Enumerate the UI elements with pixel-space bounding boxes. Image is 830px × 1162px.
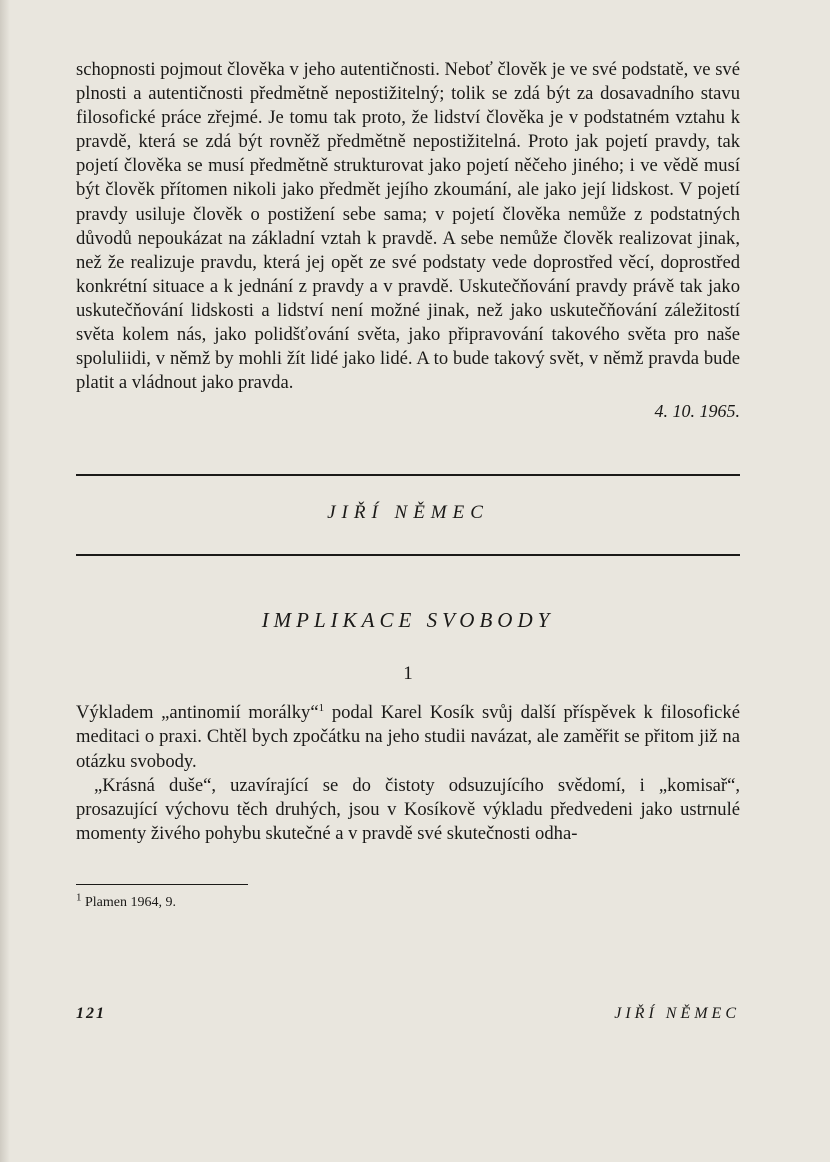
section-number: 1 [403,663,413,685]
footnote-text: Plamen 1964, 9. [85,894,176,910]
bottom-rule [76,554,740,556]
page-edge-shadow [0,0,10,1162]
author-heading: JIŘÍ NĚMEC [327,502,489,524]
footnote-rule [76,884,248,885]
essay-date: 4. 10. 1965. [654,401,740,422]
footnote [76,891,740,911]
book-page [76,58,740,911]
footnote-reference: 1 [318,702,325,715]
running-head: JIŘÍ NĚMEC [614,1005,740,1022]
paragraph-1-start: Výkladem „antinomií morálky“ [76,702,319,724]
essay-paragraph-1 [76,701,740,773]
footnote-marker: 1 [76,891,82,904]
page-footer [76,1005,740,1029]
essay-paragraph-2: „Krásná duše“, uzavírající se do čistoty odsuzujícího svědomí, i „komisař“, prosazující výchovu těch druhých, jsou v Kosíkově výkladu předvedeni jako ustrnulé momenty živého pohybu skutečné a v pravdě své skutečnosti odha- [76,774,740,844]
paragraph-1-rest: podal Karel Kosík svůj další příspěvek k filosofické meditaci o praxi. Chtěl bych zpočátku na jeho studii navázat, ale zaměřit se přitom již na otázku svobody. [76,702,740,772]
previous-essay-paragraph: schopnosti pojmout člověka v jeho autentičnosti. Neboť člověk je ve své podstatě, ve své plnosti a autentičnosti předmětně nepostižitelný; tolik se zdá být za dosavadního stavu filosofické práce zřejmé. Je tomu tak proto, že lidství člověka je v podstatném vztahu k pravdě, která se zdá být rovněž předmětně nepostižitelná. Proto jak pojetí pravdy, tak pojetí člověka se musí předmětně strukturovat jako pojetí něčeho jiného; i ve vědě musí být člověk přítomen nikoli jako předmět jejího zkoumání, ale jako její lidskost. V pojetí pravdy usiluje člověk o postižení sebe sama; v pojetí člověka nemůže z podstatných důvodů nepoukázat na základní vztah k pravdě. A sebe nemůže člověk realizovat jinak, než že realizuje pravdu, která jej opět ze své podstaty vede doprostřed věcí, doprostřed konkrétní situace a k jednání z pravdy a v pravdě. Uskutečňování pravdy právě tak jako uskutečňování lidskosti a lidství není možné jinak, než jako uskutečňování záležitostí světa kolem nás, jako polidšťování světa, jako připravování takového světa pro naše spoluliidi, v němž by mohli žít lidé jako lidé. A to bude takový svět, v němž pravda bude platit a vládnout jako pravda. [76,59,740,394]
page-number: 121 [76,1005,106,1022]
top-rule [76,474,740,476]
essay-title: IMPLIKACE SVOBODY [261,608,555,633]
